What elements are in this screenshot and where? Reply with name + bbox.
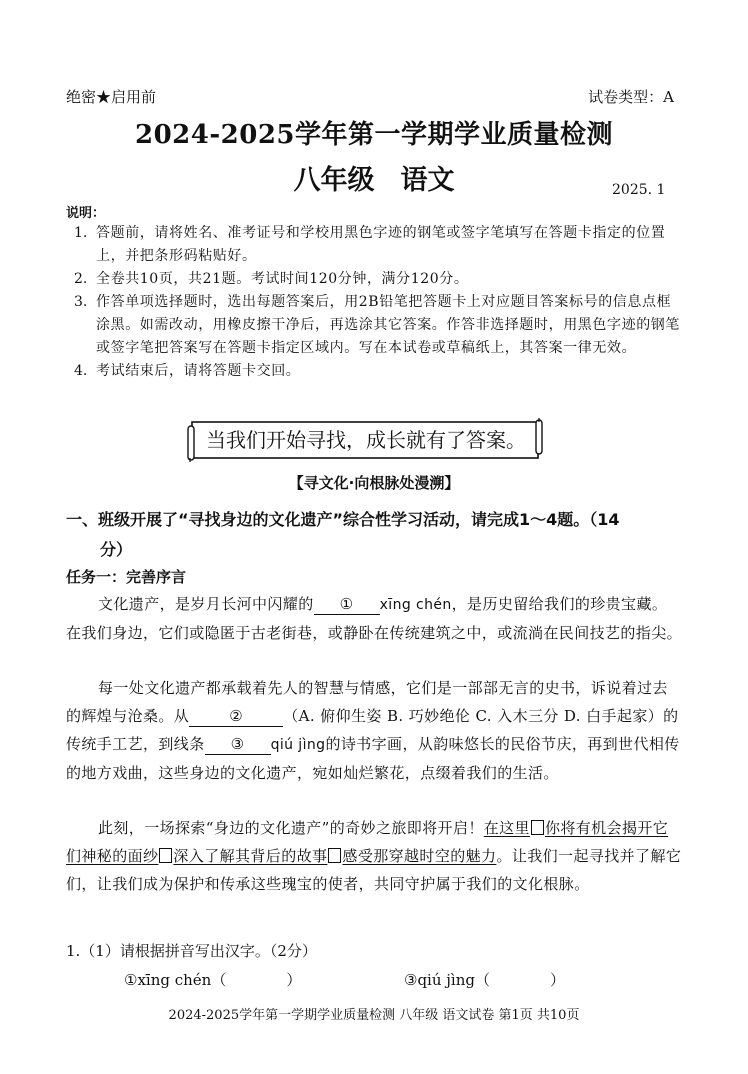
part-one-line1: 一、班级开展了“寻找身边的文化遗产”综合性学习活动，请完成1～4题。（14 [66, 510, 620, 529]
note-number: 1. [74, 225, 88, 241]
note-item [74, 291, 680, 360]
note-text: 考试结束后，请将答题卡交回。 [96, 363, 301, 379]
blank-3: ③ [205, 734, 271, 755]
punctuation-box [328, 848, 341, 863]
page-footer: 2024-2025学年第一学期学业质量检测 八年级 语文试卷 第1页 共10页 [168, 1008, 580, 1023]
notes-list [74, 222, 680, 383]
note-number: 3. [74, 294, 88, 310]
note-text: 全卷共10页，共21题。考试时间120分钟，满分120分。 [96, 271, 469, 287]
note-text: 答题前，请将姓名、准考证号和学校用黑色字迹的钢笔或签字笔填写在答题卡指定的位置上，并把条形码粘贴好。 [96, 225, 666, 264]
blank-2: ② [189, 706, 283, 727]
para2-text-a: 每一处文化遗产都承载着先人的智慧与情感，它们是一部部无言的史书，诉说着过去的辉煌与沧桑。从 [66, 679, 668, 725]
note-number: 2. [74, 271, 88, 287]
paragraph-2 [66, 674, 682, 787]
answer-line [124, 969, 644, 990]
question-1: 1.（1）请根据拼音写出汉字。（2分） [66, 942, 317, 960]
underlined-part-3: 深入了解其背后的故事 [173, 847, 328, 865]
part-one-line2: 分） [100, 540, 133, 559]
punctuation-box [159, 848, 172, 863]
para3-text-b: 。让我们一起寻找并了解它们，让我们成为保护和传承这些瑰宝的使者，共同守护属于我们的文化根脉。 [66, 847, 682, 893]
para2-text-c: 的诗书字画，从韵味悠长的民俗节庆，再到世代相传的地方戏曲，这些身边的文化遗产，宛如灿烂繁花，点缀着我们的生活。 [66, 735, 680, 782]
punctuation-box [531, 820, 544, 835]
paper-type: 试卷类型：A [588, 88, 674, 106]
para3-text-a: 此刻，一场探索“身边的文化遗产”的奇妙之旅即将开启！ [98, 819, 484, 837]
section-tag: 【寻文化·向根脉处漫溯】 [288, 474, 460, 492]
underlined-part-1: 在这里 [483, 819, 530, 837]
para2-text-b: （A. 俯仰生姿 B. 巧妙绝伦 C. 入木三分 D. 白手起家）的传统手工艺，到线条 [66, 707, 679, 753]
scroll-banner [186, 418, 546, 460]
note-item [74, 360, 680, 383]
underlined-part-2: 你将有机会揭开它们神秘的面纱 [66, 819, 669, 865]
underlined-part-4: 感受那穿越时空的魅力 [342, 847, 497, 865]
notes-label: 说明： [66, 206, 106, 221]
grade-label: 八年级 [293, 165, 375, 196]
paragraph-3 [66, 814, 682, 898]
para1-text-a: 文化遗产，是岁月长河中闪耀的 [98, 595, 314, 613]
pinyin-1: xīng chén [379, 597, 452, 613]
para1-text-b: ，是历史留给我们的珍贵宝藏。在我们身边，它们或隐匿于古老街巷，或静卧在传统建筑之中，或流淌在民间技艺的指尖。 [66, 595, 683, 642]
answer-1: ①xīng chén（ ） [124, 971, 302, 989]
banner-text: 当我们开始寻找，成长就有了答案。 [206, 428, 526, 452]
paragraph-1 [66, 590, 682, 647]
note-item [74, 222, 680, 268]
note-item [74, 268, 680, 291]
task-one-heading: 任务一：完善序言 [66, 568, 187, 586]
confidential-mark: 绝密★启用前 [66, 88, 157, 106]
pinyin-3: qiú jìng [270, 737, 326, 753]
part-one-heading [66, 505, 690, 565]
exam-title: 2024-2025学年第一学期学业质量检测 [134, 120, 614, 150]
blank-1: ① [314, 594, 380, 615]
note-text: 作答单项选择题时，选出每题答案后，用2B铅笔把答题卡上对应题目答案标号的信息点框涂黑。如需改动，用橡皮擦干净后，再选涂其它答案。作答非选择题时，用黑色字迹的钢笔或签字笔把答案写在答题卡指定区域内。写在本试卷或草稿纸上，其答案一律无效。 [96, 294, 680, 356]
answer-3: ③qiú jìng（ ） [404, 971, 565, 989]
subject-label: 语文 [400, 165, 455, 196]
note-number: 4. [74, 363, 88, 379]
exam-date: 2025. 1 [612, 182, 666, 198]
